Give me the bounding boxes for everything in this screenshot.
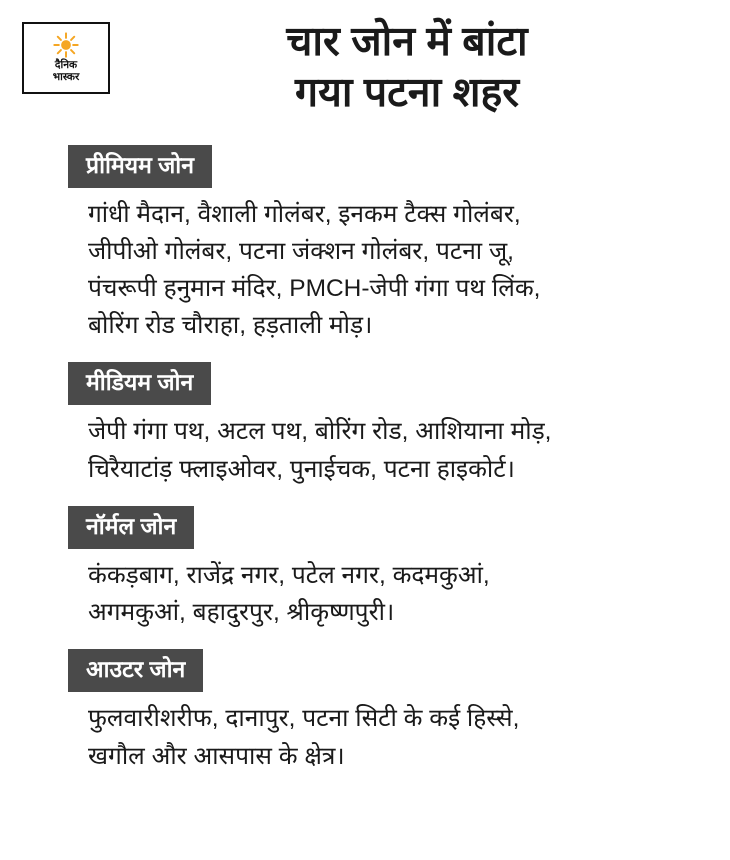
brand-logo [22,22,110,94]
zone-outer [0,649,730,774]
page-title-line2: गया पटना शहर [294,69,519,116]
zone-locations [0,188,730,345]
zone-location-line: जीपीओ गोलंबर, पटना जंक्शन गोलंबर, पटना जू, [88,237,514,265]
zone-location-line: खगौल और आसपास के क्षेत्र। [88,742,345,770]
page-title [110,16,710,119]
brand-logo-line2: भास्कर [52,71,80,83]
page-title-line1: चार जोन में बांटा [286,18,528,64]
zone-locations [0,549,730,631]
zone-list [0,119,730,775]
zone-location-line: जेपी गंगा पथ, अटल पथ, बोरिंग रोड, आशियाना मोड़, [88,418,552,446]
zone-location-line: गांधी मैदान, वैशाली गोलंबर, इनकम टैक्स गोलंबर, [88,200,521,228]
zone-label: नॉर्मल जोन [68,506,194,549]
zone-label: प्रीमियम जोन [68,145,212,188]
zone-locations [0,405,730,487]
zone-location-line: चिरैयाटांड़ फ्लाइओवर, पुनाईचक, पटना हाइकोर्ट। [88,455,515,483]
brand-logo-line1: दैनिक [54,59,78,72]
zone-label: आउटर जोन [68,649,203,692]
zone-medium [0,362,730,487]
zone-location-line: फुलवारीशरीफ, दानापुर, पटना सिटी के कई हिस्से, [88,705,520,733]
zone-location-line: अगमकुआं, बहादुरपुर, श्रीकृष्णपुरी। [88,599,395,627]
zone-location-line: बोरिंग रोड चौराहा, हड़ताली मोड़। [88,312,373,340]
sun-icon [53,32,79,58]
zone-label: मीडियम जोन [68,362,211,405]
zone-location-line: पंचरूपी हनुमान मंदिर, PMCH-जेपी गंगा पथ लिंक, [88,274,541,302]
zone-premium [0,145,730,345]
header [0,0,730,119]
zone-locations [0,692,730,774]
zone-normal [0,506,730,631]
zone-location-line: कंकड़बाग, राजेंद्र नगर, पटेल नगर, कदमकुआं, [88,561,490,589]
